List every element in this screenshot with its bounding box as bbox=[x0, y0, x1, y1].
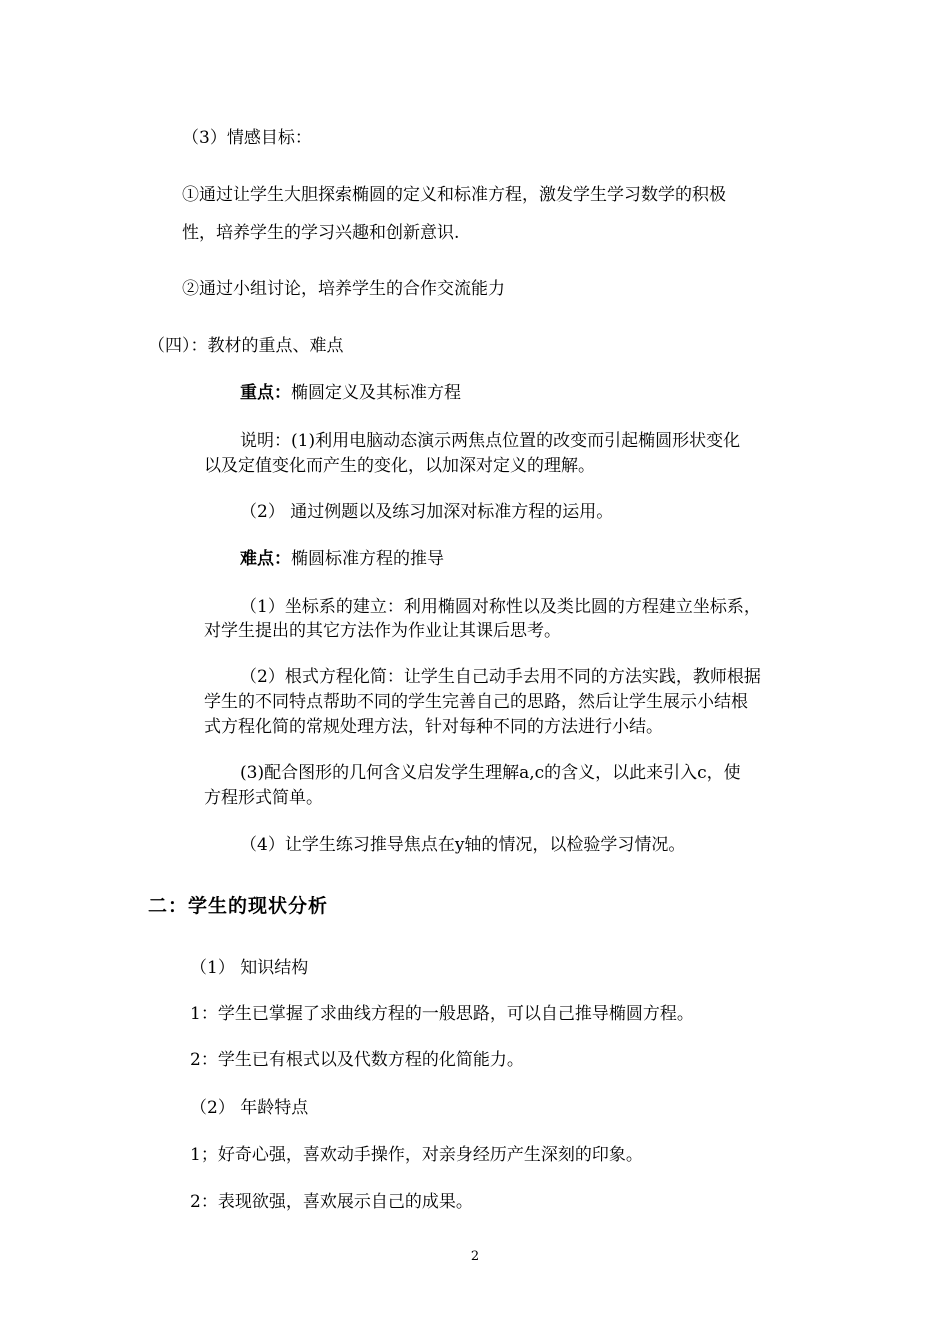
difficulty-3-line-2: 方程形式简单。 bbox=[204, 788, 323, 808]
key-point-label: 重点： bbox=[240, 383, 291, 403]
section-2-heading: 二：学生的现状分析 bbox=[148, 895, 329, 917]
age-features-title: （2） 年龄特点 bbox=[190, 1098, 309, 1118]
affective-goal-1-line-1: ①通过让学生大胆探索椭圆的定义和标准方程，激发学生学习数学的积极 bbox=[182, 185, 726, 205]
difficulty-3-line-1: (3)配合图形的几何含义启发学生理解a,c的含义，以此来引入c，使 bbox=[240, 763, 741, 783]
difficulty-1-line-2: 对学生提出的其它方法作为作业让其课后思考。 bbox=[204, 621, 561, 641]
difficulty-2-line-1: （2）根式方程化简：让学生自己动手去用不同的方法实践，教师根据 bbox=[240, 667, 761, 687]
affective-goal-1-line-2: 性，培养学生的学习兴趣和创新意识. bbox=[182, 223, 460, 243]
affective-goal-title: （3）情感目标： bbox=[182, 128, 312, 148]
note-2: （2） 通过例题以及练习加深对标准方程的运用。 bbox=[240, 502, 614, 522]
difficulty-label: 难点： bbox=[240, 549, 291, 569]
note-1-line-2: 以及定值变化而产生的变化，以加深对定义的理解。 bbox=[204, 456, 595, 476]
key-point-line bbox=[240, 382, 461, 404]
knowledge-item-2: 2：学生已有根式以及代数方程的化简能力。 bbox=[190, 1050, 524, 1070]
difficulty-line bbox=[240, 548, 444, 570]
page-number: 2 bbox=[470, 1249, 480, 1264]
knowledge-item-1: 1：学生已掌握了求曲线方程的一般思路，可以自己推导椭圆方程。 bbox=[190, 1004, 694, 1024]
affective-goal-2: ②通过小组讨论，培养学生的合作交流能力 bbox=[182, 279, 505, 299]
age-item-2: 2：表现欲强，喜欢展示自己的成果。 bbox=[190, 1192, 473, 1212]
knowledge-structure-title: （1） 知识结构 bbox=[190, 958, 309, 978]
difficulty-2-line-3: 式方程化简的常规处理方法，针对每种不同的方法进行小结。 bbox=[204, 717, 663, 737]
note-1-line-1: 说明：(1)利用电脑动态演示两焦点位置的改变而引起椭圆形状变化 bbox=[240, 431, 741, 451]
key-point-text: 椭圆定义及其标准方程 bbox=[291, 383, 461, 403]
difficulty-text: 椭圆标准方程的推导 bbox=[291, 549, 444, 569]
difficulty-2-line-2: 学生的不同特点帮助不同的学生完善自己的思路，然后让学生展示小结根 bbox=[204, 692, 748, 712]
difficulty-1-line-1: （1）坐标系的建立：利用椭圆对称性以及类比圆的方程建立坐标系， bbox=[240, 597, 761, 617]
difficulty-4: （4）让学生练习推导焦点在y轴的情况，以检验学习情况。 bbox=[240, 835, 686, 855]
section-4-title: （四）：教材的重点、难点 bbox=[148, 336, 344, 356]
age-item-1: 1；好奇心强，喜欢动手操作，对亲身经历产生深刻的印象。 bbox=[190, 1145, 643, 1165]
